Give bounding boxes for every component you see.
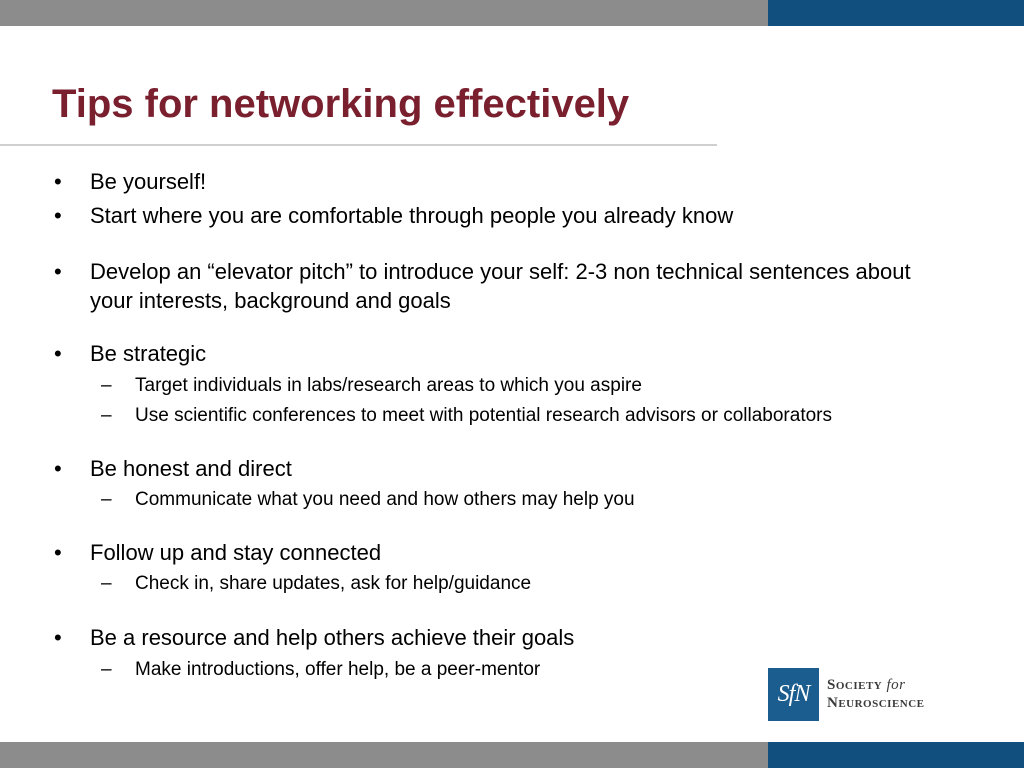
bullet-text: Start where you are comfortable through people you already know: [90, 203, 734, 228]
bullet-mark: •: [54, 540, 62, 565]
slide-title: Tips for networking effectively: [52, 82, 630, 126]
bullet-mark: •: [54, 169, 62, 194]
bullet-text: Follow up and stay connected: [90, 540, 382, 565]
bullet-text: Be yourself!: [90, 169, 207, 194]
sub-bullet-text: Use scientific conferences to meet with potential research advisors or collaborators: [135, 405, 832, 426]
bullet-text: Be honest and direct: [90, 456, 292, 481]
sub-bullet-mark: –: [101, 375, 112, 396]
bottom-bar-blue: [768, 742, 1024, 768]
bullet-mark: •: [54, 625, 62, 650]
bullet-mark: •: [54, 259, 62, 284]
sub-bullet-text: Target individuals in labs/research areas to which you aspire: [135, 375, 642, 396]
sub-bullet-mark: –: [101, 659, 112, 680]
bullet-mark: •: [54, 341, 62, 366]
bullet-mark: •: [54, 203, 62, 228]
bullet-text: Develop an “elevator pitch” to introduce your self: 2-3 non technical sentences about your interests, background and goals: [90, 259, 911, 313]
sub-bullet-mark: –: [101, 489, 112, 510]
sub-bullet-text: Communicate what you need and how others may help you: [135, 489, 635, 510]
logo-society: Society: [827, 677, 883, 693]
bottom-bar-gray: [0, 742, 768, 768]
bullet-text: Be a resource and help others achieve their goals: [90, 625, 575, 650]
sub-bullet-mark: –: [101, 405, 112, 426]
sfn-logo: [768, 668, 948, 722]
bottom-bar: [0, 742, 1024, 768]
sub-bullet-text: Check in, share updates, ask for help/guidance: [135, 573, 532, 594]
sfn-monogram: SfN: [768, 668, 819, 721]
logo-neuroscience: Neuroscience: [827, 695, 925, 711]
logo-for: for: [886, 677, 906, 693]
sub-bullet-mark: –: [101, 573, 112, 594]
bullet-text: Be strategic: [90, 341, 207, 366]
bullet-mark: •: [54, 456, 62, 481]
logo-wordmark: [827, 676, 925, 712]
sub-bullet-text: Make introductions, offer help, be a peer-mentor: [135, 659, 541, 680]
